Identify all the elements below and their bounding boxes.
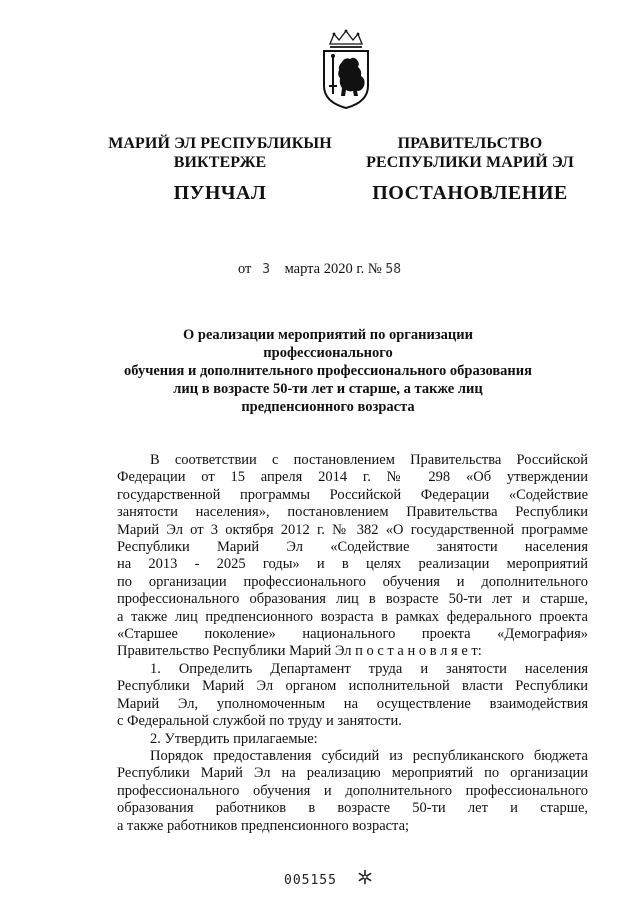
header-right-line2: РЕСПУБЛИКИ МАРИЙ ЭЛ [366, 154, 574, 171]
body-line: Республики Марий Эл органом исполнительной власти Республики [117, 678, 588, 695]
body-line: занятости населения», постановлением Правительства Республики [117, 504, 588, 521]
document-number: 58 [385, 262, 402, 277]
asterisk-mark-icon [357, 869, 373, 885]
subject-line: предпенсионного возраста [241, 399, 415, 415]
body-line: профессионального образования лиц в возрасте 50-ти лет и старше, [117, 591, 588, 608]
body-line: а также лиц предпенсионного возраста в рамках федерального проекта [117, 608, 588, 625]
subject-line: О реализации мероприятий по организации профессионального [183, 327, 473, 361]
header-right-line1: ПРАВИТЕЛЬСТВО [397, 135, 543, 152]
document-subject [118, 326, 538, 416]
body-line: Марий Эл, уполномоченным на осуществление взаимодействия [117, 695, 588, 712]
header-left-block [100, 134, 340, 205]
body-line: Федерации от 15 апреля 2014 г. № 298 «Об утверждении [117, 469, 588, 486]
body-line: Правительство Республики Марий Эл п о с т а н о в л я е т: [117, 643, 482, 660]
header-left-line1: МАРИЙ ЭЛ РЕСПУБЛИКЫН [108, 135, 332, 152]
form-serial-number: 005155 [284, 873, 337, 888]
header-left-title: ПУНЧАЛ [173, 182, 267, 204]
body-line: государственной программы Российской Федерации «Содействие [117, 486, 588, 503]
date-middle: марта 2020 г. № [284, 261, 382, 277]
date-day: 3 [262, 262, 271, 277]
subject-line: лиц в возрасте 50-ти лет и старше, а также лиц [173, 381, 483, 397]
date-prefix: от [237, 261, 252, 277]
subject-line: обучения и дополнительного профессионального образования [124, 363, 532, 379]
header-right-title: ПОСТАНОВЛЕНИЕ [372, 182, 568, 204]
header-right-block [360, 134, 580, 205]
body-line: Порядок предоставления субсидий из республиканского бюджета [150, 747, 588, 764]
body-line: 1. Определить Департамент труда и занятости населения [150, 660, 588, 677]
body-line: Республики Марий Эл на реализацию мероприятий по организации [117, 765, 588, 782]
body-line: образования работников в возрасте 50-ти лет и старше, [117, 800, 588, 817]
body-line: на 2013 - 2025 годы» и в целях реализации мероприятий [117, 556, 588, 573]
body-line: «Старшее поколение» национального проекта «Демография» [117, 626, 588, 643]
body-line: Марий Эл от 3 октября 2012 г. № 382 «О государственной программе [117, 521, 588, 538]
body-line: Республики Марий Эл «Содействие занятости населения [117, 539, 588, 556]
date-line [0, 261, 639, 278]
body-line: 2. Утвердить прилагаемые: [150, 730, 318, 747]
body-line: с Федеральной службой по труду и занятости. [117, 713, 402, 730]
mari-el-coat-of-arms-icon [320, 28, 372, 110]
body-line: профессионального обучения и дополнительного профессионального [117, 782, 588, 799]
document-body [117, 452, 588, 835]
body-line: по организации профессионального обучения и дополнительного [117, 573, 588, 590]
body-line: В соответствии с постановлением Правительства Российской [150, 452, 588, 468]
body-line: а также работников предпенсионного возраста; [117, 817, 410, 834]
header-left-line2: ВИКТЕРЖЕ [173, 154, 267, 171]
